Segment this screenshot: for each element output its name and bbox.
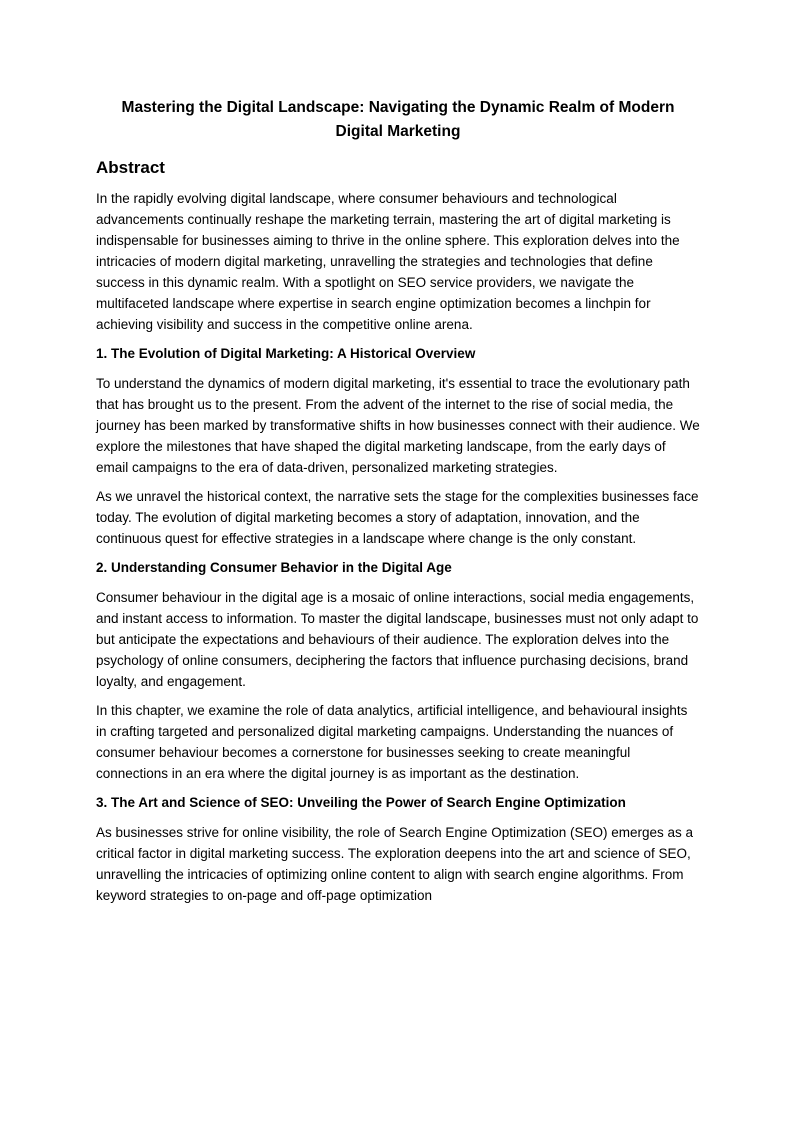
section-2	[96, 557, 700, 784]
abstract-paragraph: In the rapidly evolving digital landscape, where consumer behaviours and technological advancements continually reshape the marketing terrain, mastering the art of digital marketing is indispensable for businesses aiming to thrive in the online sphere. This exploration delves into the intricacies of modern digital marketing, unravelling the strategies and technologies that define success in this dynamic realm. With a spotlight on SEO service providers, we navigate the multifaceted landscape where expertise in search engine optimization becomes a linchpin for achieving visibility and success in the competitive online arena.	[96, 191, 680, 332]
section-paragraph: As we unravel the historical context, the narrative sets the stage for the complexities businesses face today. The evolution of digital marketing becomes a story of adaptation, innovation, and the continuous quest for effective strategies in a landscape where change is the only constant.	[96, 489, 699, 546]
section-heading: 2. Understanding Consumer Behavior in the Digital Age	[96, 560, 452, 575]
section-paragraph: Consumer behaviour in the digital age is a mosaic of online interactions, social media engagements, and instant access to information. To master the digital landscape, businesses must not only adapt to but anticipate the expectations and behaviours of their audience. The exploration delves into the psychology of online consumers, deciphering the factors that influence purchasing decisions, brand loyalty, and engagement.	[96, 590, 699, 689]
section-heading: 3. The Art and Science of SEO: Unveiling the Power of Search Engine Optimization	[96, 795, 626, 810]
section-1	[96, 343, 700, 549]
section-3	[96, 792, 700, 906]
abstract-heading: Abstract	[96, 158, 165, 177]
section-paragraph: To understand the dynamics of modern digital marketing, it's essential to trace the evolutionary path that has brought us to the present. From the advent of the internet to the rise of social media, the journey has been marked by transformative shifts in how businesses connect with their audience. We explore the milestones that have shaped the digital marketing landscape, from the early days of email campaigns to the era of data-driven, personalized marketing strategies.	[96, 376, 700, 475]
section-heading: 1. The Evolution of Digital Marketing: A Historical Overview	[96, 346, 476, 361]
section-paragraph: In this chapter, we examine the role of data analytics, artificial intelligence, and behavioural insights in crafting targeted and personalized digital marketing campaigns. Understanding the nuances of consumer behaviour becomes a cornerstone for businesses seeking to create meaningful connections in an era where the digital journey is as important as the destination.	[96, 703, 688, 781]
document-page	[96, 96, 700, 914]
section-paragraph: As businesses strive for online visibility, the role of Search Engine Optimization (SEO) emerges as a critical factor in digital marketing success. The exploration deepens into the art and science of SEO, unravelling the intricacies of optimizing online content to align with search engine algorithms. From keyword strategies to on-page and off-page optimization	[96, 825, 694, 903]
document-title: Mastering the Digital Landscape: Navigating the Dynamic Realm of Modern Digital Marketing	[121, 99, 675, 140]
